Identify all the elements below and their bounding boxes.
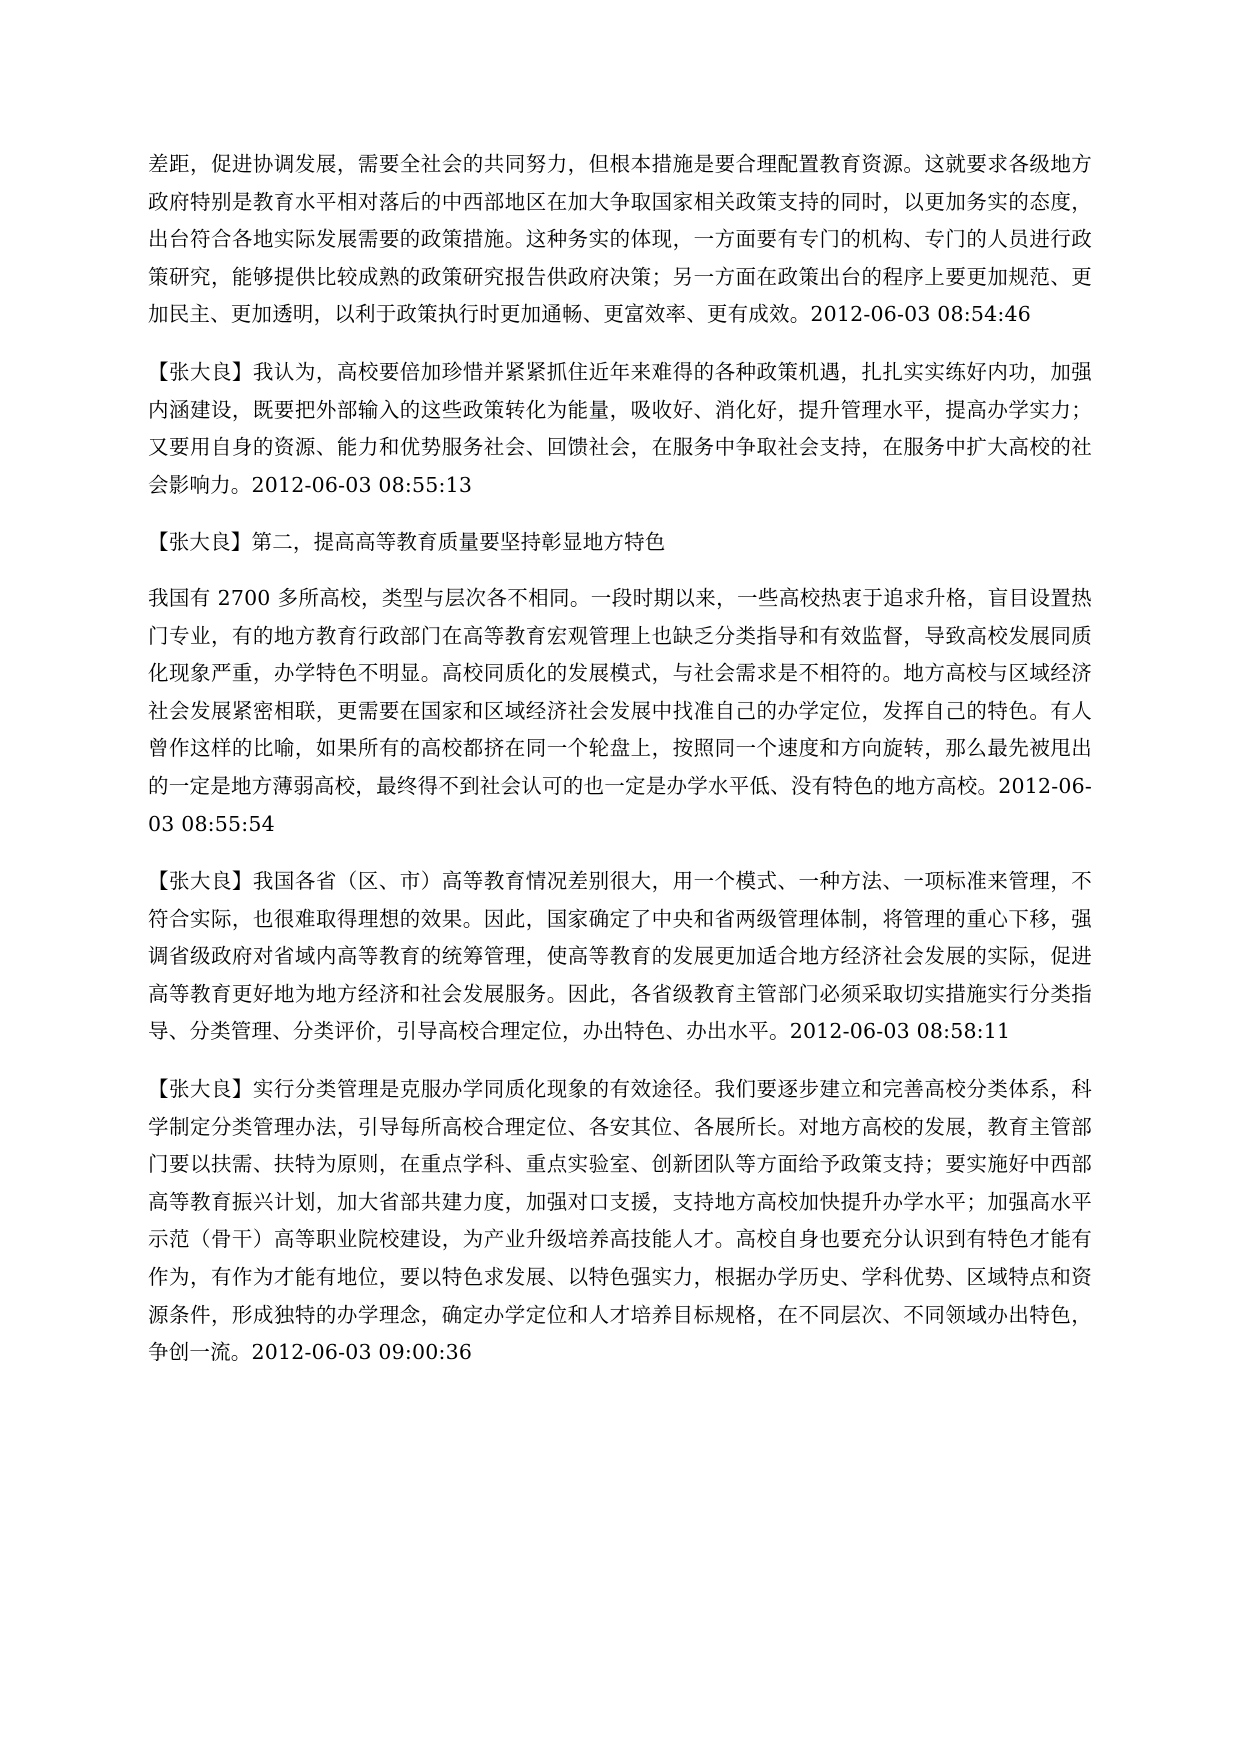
paragraph-1: 差距，促进协调发展，需要全社会的共同努力，但根本措施是要合理配置教育资源。这就要求各级地方政府特别是教育水平相对落后的中西部地区在加大争取国家相关政策支持的同时，以更加务实的态度，出台符合各地实际发展需要的政策措施。这种务实的体现，一方面要有专门的机构、专门的人员进行政策研究，能够提供比较成熟的政策研究报告供政府决策；另一方面在政策出台的程序上要更加规范、更加民主、更加透明，以利于政策执行时更加通畅、更富效率、更有成效。2012-06-03 08:54:46 (148, 152, 1092, 327)
paragraph-4: 我国有 2700 多所高校，类型与层次各不相同。一段时期以来，一些高校热衷于追求升格，盲目设置热门专业，有的地方教育行政部门在高等教育宏观管理上也缺乏分类指导和有效监督，导致高校发展同质化现象严重，办学特色不明显。高校同质化的发展模式，与社会需求是不相符的。地方高校与区域经济社会发展紧密相联，更需要在国家和区域经济社会发展中找准自己的办学定位，发挥自己的特色。有人曾作这样的比喻，如果所有的高校都挤在同一个轮盘上，按照同一个速度和方向旋转，那么最先被甩出的一定是地方薄弱高校，最终得不到社会认可的也一定是办学水平低、没有特色的地方高校。2012-06-03 08:55:54 (148, 585, 1092, 836)
paragraph-5: 【张大良】我国各省（区、市）高等教育情况差别很大，用一个模式、一种方法、一项标准来管理，不符合实际，也很难取得理想的效果。因此，国家确定了中央和省两级管理体制，将管理的重心下移，强调省级政府对省域内高等教育的统筹管理，使高等教育的发展更加适合地方经济社会发展的实际，促进高等教育更好地为地方经济和社会发展服务。因此，各省级教育主管部门必须采取切实措施实行分类指导、分类管理、分类评价，引导高校合理定位，办出特色、办出水平。2012-06-03 08:58:11 (148, 869, 1092, 1044)
paragraph-6: 【张大良】实行分类管理是克服办学同质化现象的有效途径。我们要逐步建立和完善高校分类体系，科学制定分类管理办法，引导每所高校合理定位、各安其位、各展所长。对地方高校的发展，教育主管部门要以扶需、扶特为原则，在重点学科、重点实验室、创新团队等方面给予政策支持；要实施好中西部高等教育振兴计划，加大省部共建力度，加强对口支援，支持地方高校加快提升办学水平；加强高水平示范（骨干）高等职业院校建设，为产业升级培养高技能人才。高校自身也要充分认识到有特色才能有作为，有作为才能有地位，要以特色求发展、以特色强实力，根据办学历史、学科优势、区域特点和资源条件，形成独特的办学理念，确定办学定位和人才培养目标规格，在不同层次、不同领域办出特色，争创一流。2012-06-03 09:00:36 (148, 1077, 1092, 1365)
paragraph-2: 【张大良】我认为，高校要倍加珍惜并紧紧抓住近年来难得的各种政策机遇，扎扎实实练好内功，加强内涵建设，既要把外部输入的这些政策转化为能量，吸收好、消化好，提升管理水平，提高办学实力；又要用自身的资源、能力和优势服务社会、回馈社会，在服务中争取社会支持，在服务中扩大高校的社会影响力。2012-06-03 08:55:13 (148, 359, 1092, 497)
document-page (148, 146, 1092, 1392)
paragraph-3: 【张大良】第二，提高高等教育质量要坚持彰显地方特色 (148, 530, 666, 555)
